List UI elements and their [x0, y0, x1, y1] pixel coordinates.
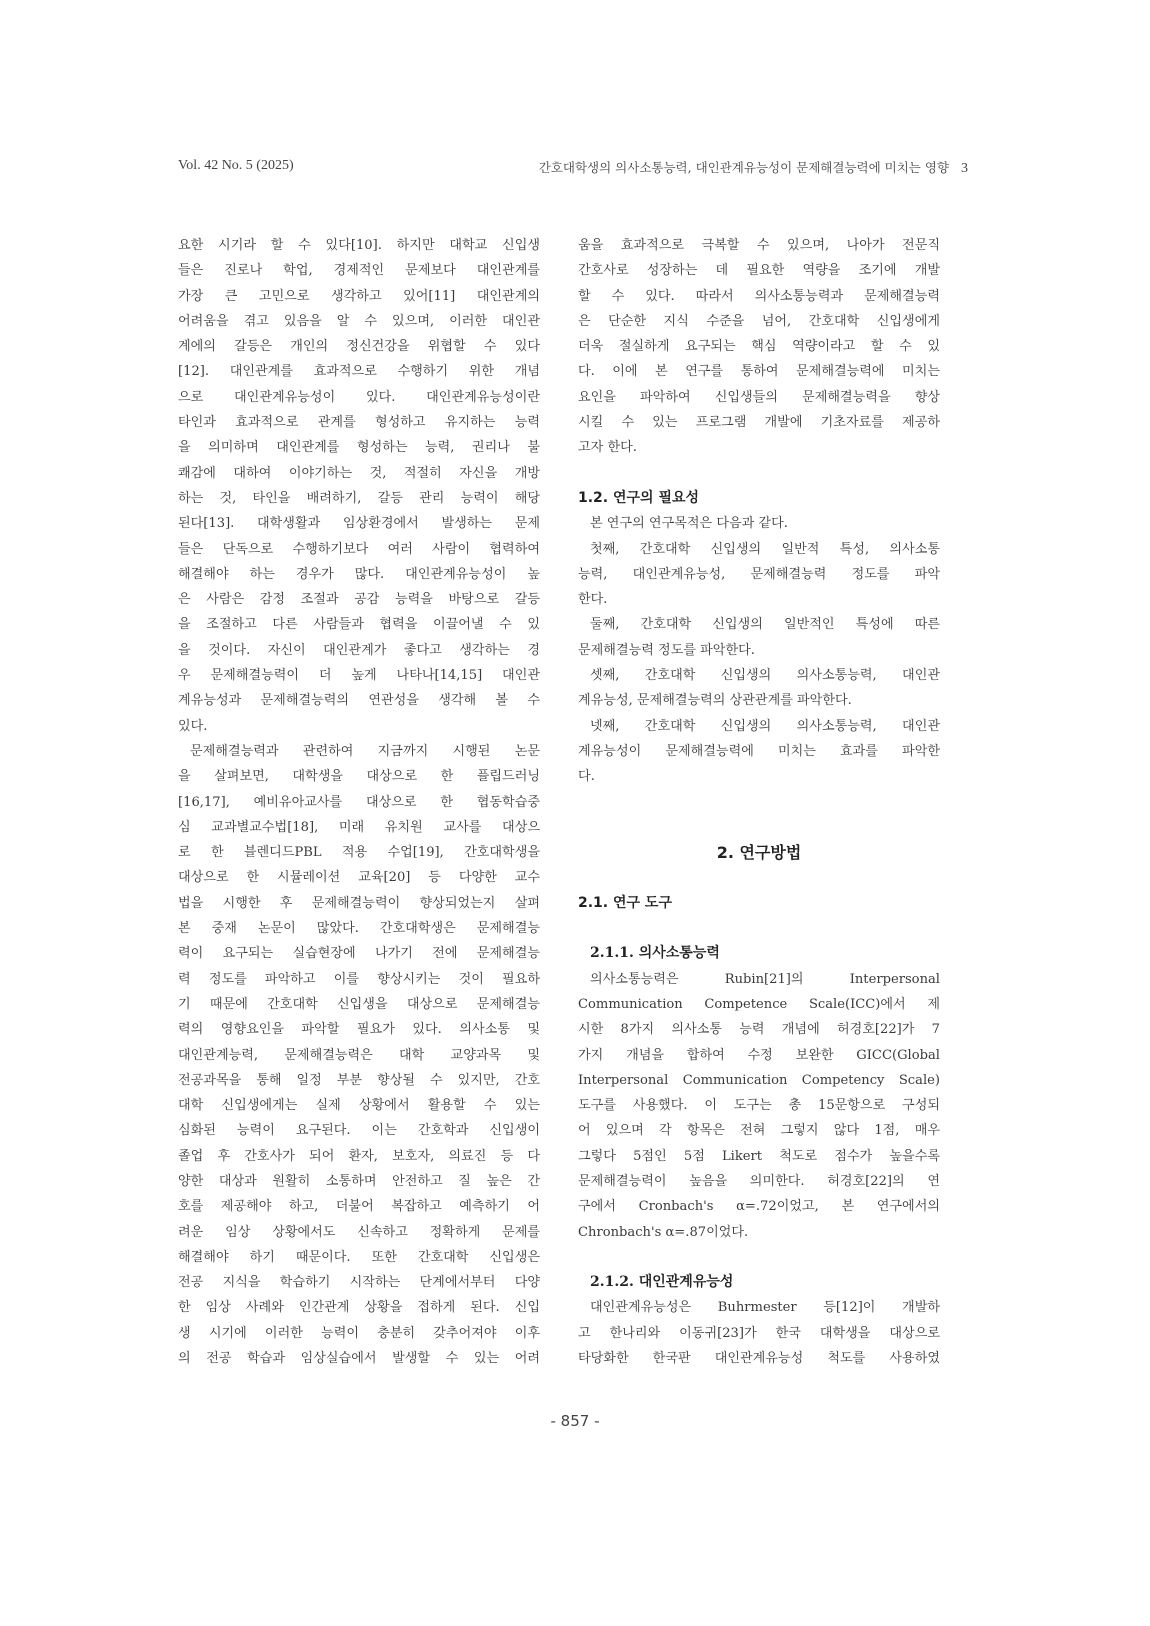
text-line: 넷째, 간호대학 신입생의 의사소통능력, 대인관: [590, 718, 940, 734]
text-line: 법을 시행한 후 문제해결능력이 향상되었는지 살펴: [178, 895, 540, 911]
text-line: 심 교과별교수법[18], 미래 유치원 교사를 대상으: [178, 819, 540, 835]
text-line: 타당화한 한국판 대인관계유능성 척도를 사용하였: [578, 1351, 940, 1367]
text-line: Chronbach's α=.87이었다.: [578, 1224, 749, 1240]
text-line: 할 수 있다. 따라서 의사소통능력과 문제해결능력: [578, 288, 940, 304]
text-line: 해결해야 하기 때문이다. 또한 간호대학 신입생은: [178, 1249, 540, 1265]
running-title: 간호대학생의 의사소통능력, 대인관계유능성이 문제해결능력에 미치는 영향: [538, 160, 949, 175]
text-line: 한다.: [578, 592, 608, 608]
text-line: 고 한나리와 이동귀[23]가 한국 대학생을 대상으로: [578, 1325, 940, 1341]
text-line: 심화된 능력이 요구된다. 이는 간호학과 신입생이: [178, 1123, 540, 1139]
text-line: 생 시기에 이러한 능력이 충분히 갖추어져야 이후: [178, 1325, 540, 1341]
text-line: 을 것이다. 자신이 대인관계가 좋다고 생각하는 경: [178, 642, 540, 658]
journal-volume: Vol. 42 No. 5 (2025): [178, 158, 294, 173]
text-line: 그렇다 5점인 5점 Likert 척도로 점수가 높을수록: [578, 1148, 940, 1164]
section-2-1-2-heading: 2.1.2. 대인관계유능성: [590, 1274, 734, 1291]
text-line: 문제해결능력과 관련하여 지금까지 시행된 논문: [190, 743, 540, 759]
text-line: 본 연구의 연구목적은 다음과 같다.: [590, 516, 788, 532]
text-line: 첫째, 간호대학 신입생의 일반적 특성, 의사소통: [590, 541, 940, 557]
running-title-block: [539, 158, 968, 177]
running-header: [178, 158, 968, 178]
text-line: 다.: [578, 769, 595, 785]
text-line: 셋째, 간호대학 신입생의 의사소통능력, 대인관: [590, 668, 940, 684]
text-line: 둘째, 간호대학 신입생의 일반적인 특성에 따른: [590, 617, 940, 633]
text-line: 대인관계능력, 문제해결능력은 대학 교양과목 및: [178, 1047, 540, 1063]
text-line: 문제해결능력 정도를 파악한다.: [578, 642, 755, 658]
text-line: 요인을 파악하여 신입생들의 문제해결능력을 향상: [578, 389, 940, 405]
text-line: 력의 영향요인을 파악할 필요가 있다. 의사소통 및: [178, 1022, 540, 1038]
text-line: 전공과목을 통해 일정 부분 향상될 수 있지만, 간호: [178, 1072, 540, 1088]
text-line: 계유능성, 문제해결능력의 상관관계를 파악한다.: [578, 693, 852, 709]
text-line: 려운 임상 상황에서도 신속하고 정확하게 문제를: [178, 1224, 540, 1240]
text-line: 더욱 절실하게 요구되는 핵심 역량이라고 할 수 있: [578, 339, 940, 355]
text-line: 타인과 효과적으로 관계를 형성하고 유지하는 능력: [178, 415, 540, 431]
right-column: [578, 233, 940, 1371]
text-line: 쾌감에 대하여 이야기하는 것, 적절히 자신을 개방: [178, 465, 540, 481]
left-column: [178, 233, 540, 1371]
text-line: 으로 대인관계유능성이 있다. 대인관계유능성이란: [178, 389, 540, 405]
text-line: 고자 한다.: [578, 440, 637, 456]
text-line: 을 살펴보면, 대학생을 대상으로 한 플립드러닝: [178, 769, 540, 785]
section-2-1-2-body: [578, 1295, 940, 1371]
text-line: 대상으로 한 시뮬레이션 교육[20] 등 다양한 교수: [178, 870, 540, 886]
text-line: 된다[13]. 대학생활과 임상환경에서 발생하는 문제: [178, 516, 540, 532]
text-line: 호를 제공해야 하고, 더불어 복잡하고 예측하기 어: [178, 1199, 540, 1215]
text-line: 다. 이에 본 연구를 통하여 문제해결능력에 미치는: [578, 364, 940, 380]
text-line: 들은 단독으로 수행하기보다 여러 사람이 협력하여: [178, 541, 540, 557]
text-line: 계에의 갈등은 개인의 정신건강을 위협할 수 있다: [178, 339, 540, 355]
text-line: 있다.: [178, 718, 208, 734]
text-line: 전공 지식을 학습하기 시작하는 단계에서부터 다양: [178, 1275, 540, 1291]
section-2-1-1-heading: 2.1.1. 의사소통능력: [590, 945, 720, 962]
text-line: 가장 큰 고민으로 생각하고 있어[11] 대인관계의: [178, 288, 540, 304]
text-line: 대학 신입생에게는 실제 상황에서 활용할 수 있는: [178, 1098, 540, 1114]
text-line: 시킬 수 있는 프로그램 개발에 기초자료를 제공하: [578, 415, 940, 431]
text-line: 문제해결능력이 높음을 의미한다. 허경호[22]의 연: [578, 1173, 940, 1189]
text-line: 우 문제해결능력이 더 높게 나타나[14,15] 대인관: [178, 668, 540, 684]
article-page-number: 3: [961, 161, 968, 176]
text-line: 가지 개념을 합하여 수정 보완한 GICC(Global: [578, 1047, 940, 1063]
text-line: 을 조절하고 다른 사람들과 협력을 이끌어낼 수 있: [178, 617, 540, 633]
text-line: 어 있으며 각 항목은 전혀 그렇지 않다 1점, 매우: [578, 1123, 940, 1139]
text-line: Communication Competence Scale(ICC)에서 제: [578, 996, 940, 1012]
text-line: 하는 것, 타인을 배려하기, 갈등 관리 능력이 해당: [178, 490, 540, 506]
text-line: 도구를 사용했다. 이 도구는 총 15문항으로 구성되: [578, 1098, 940, 1114]
section-2-1-heading: 2.1. 연구 도구: [578, 894, 672, 911]
section-2-heading: 2. 연구방법: [716, 843, 802, 863]
text-line: 요한 시기라 할 수 있다[10]. 하지만 대학교 신입생: [178, 238, 540, 253]
text-line: [16,17], 예비유아교사를 대상으로 한 협동학습중: [178, 794, 540, 810]
text-line: 들은 진로나 학업, 경제적인 문제보다 대인관계를: [178, 263, 540, 279]
text-line: 은 사람은 감정 조절과 공감 능력을 바탕으로 갈등: [178, 592, 540, 608]
section-2-1-1-body: [578, 967, 940, 1245]
text-line: 로 한 블렌디드PBL 적용 수업[19], 간호대학생을: [178, 845, 540, 861]
text-line: 한 임상 사례와 인간관계 상황을 접하게 된다. 신입: [178, 1300, 540, 1316]
text-line: 움을 효과적으로 극복할 수 있으며, 나아가 전문직: [578, 238, 940, 253]
text-line: 기 때문에 간호대학 신입생을 대상으로 문제해결능: [178, 996, 540, 1012]
text-line: 대인관계유능성은 Buhrmester 등[12]이 개발하: [590, 1300, 940, 1316]
text-line: 구에서 Cronbach's α=.72이었고, 본 연구에서의: [578, 1199, 940, 1215]
text-line: 능력, 대인관계유능성, 문제해결능력 정도를 파악: [578, 566, 940, 582]
text-line: [12]. 대인관계를 효과적으로 수행하기 위한 개념: [178, 364, 540, 380]
text-line: Interpersonal Communication Competency Scale): [578, 1072, 940, 1088]
text-line: 력 정도를 파악하고 이를 향상시키는 것이 필요하: [178, 971, 540, 987]
text-line: 간호사로 성장하는 데 필요한 역량을 조기에 개발: [578, 263, 940, 279]
text-line: 어려움을 겪고 있음을 알 수 있으며, 이러한 대인관: [178, 313, 540, 329]
text-line: 은 단순한 지식 수준을 넘어, 간호대학 신입생에게: [578, 313, 940, 329]
section-1-2-heading: 1.2. 연구의 필요성: [578, 489, 700, 506]
section-1-2-body: [578, 511, 940, 789]
text-line: 졸업 후 간호사가 되어 환자, 보호자, 의료진 등 다: [178, 1148, 540, 1164]
text-line: 의 전공 학습과 임상실습에서 발생할 수 있는 어려: [178, 1351, 540, 1367]
text-line: 양한 대상과 원활히 소통하며 안전하고 질 높은 간: [178, 1173, 540, 1189]
text-line: 본 중재 논문이 많았다. 간호대학생은 문제해결능: [178, 921, 540, 937]
text-line: 계유능성과 문제해결능력의 연관성을 생각해 볼 수: [178, 693, 540, 709]
page-number: - 857 -: [550, 1412, 600, 1430]
intro-paragraph-continued: [578, 233, 940, 461]
text-line: 력이 요구되는 실습현장에 나가기 전에 문제해결능: [178, 946, 540, 962]
text-line: 해결해야 하는 경우가 많다. 대인관계유능성이 높: [178, 566, 540, 582]
text-line: 을 의미하며 대인관계를 형성하는 능력, 권리나 불: [178, 440, 540, 456]
text-line: 시한 8가지 의사소통 능력 개념에 허경호[22]가 7: [578, 1022, 940, 1038]
text-line: 의사소통능력은 Rubin[21]의 Interpersonal: [590, 971, 940, 987]
text-line: 계유능성이 문제해결능력에 미치는 효과를 파악한: [578, 743, 940, 759]
